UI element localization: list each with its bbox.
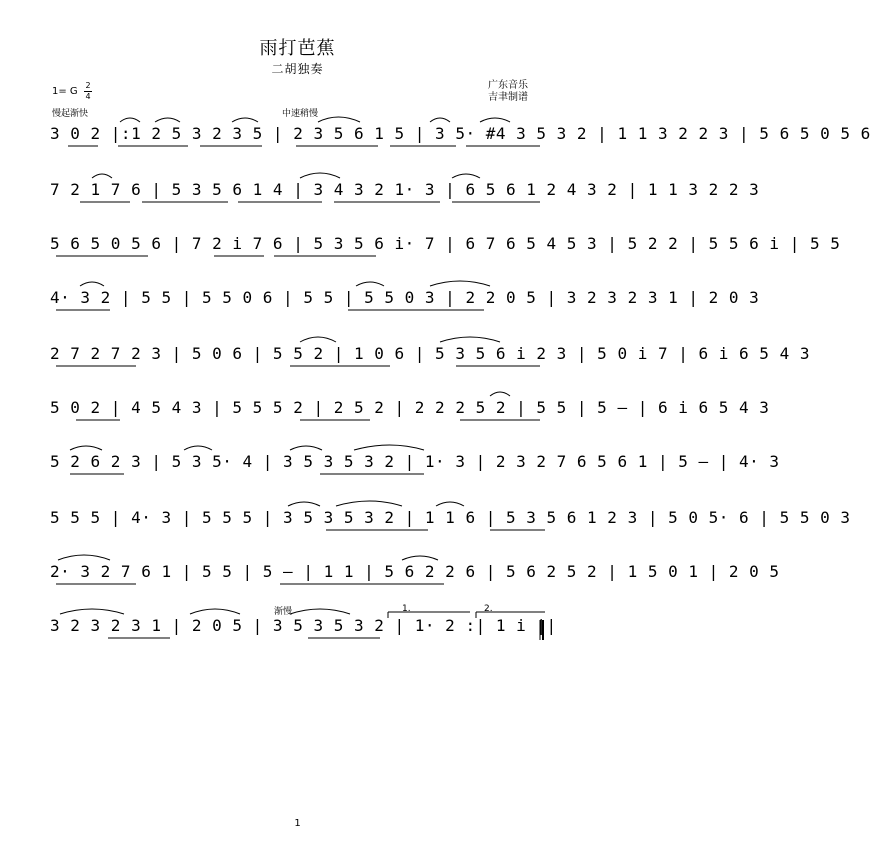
- score-row: 2 7 2 7 2 3 | 5 0 6 | 5 5 2 | 1 0 6 | 5 3 5 6 i 2 3 | 5 0 i 7 | 6 i 6 5 4 3: [50, 344, 810, 363]
- source-transcriber: 吉聿制谱: [488, 92, 528, 103]
- time-signature: [84, 82, 92, 101]
- time-signature-bottom: 4: [85, 92, 91, 101]
- score-row: 2· 3 2 7 6 1 | 5 5 | 5 — | 1 1 | 5 6 2 2 6 | 5 6 2 5 2 | 1 5 0 1 | 2 0 5: [50, 562, 780, 581]
- tempo-start: 慢起渐快: [52, 109, 89, 119]
- score-row: 3 2 3 2 3 1 | 2 0 5 | 3 5 3 5 3 2 | 1· 2 :| 1 i ||: [50, 616, 557, 635]
- volta-second: 2.: [484, 604, 493, 614]
- score-row: 3 0 2 |:1 2 5 3 2 3 5 | 2 3 5 6 1 5 | 3 5· #4 3 5 3 2 | 1 1 3 2 2 3 | 5 6 5 0 5 6: [50, 124, 871, 143]
- tempo-end: 渐慢: [274, 607, 293, 617]
- page-number: 1: [294, 818, 301, 829]
- score-row: 7 2 1 7 6 | 5 3 5 6 1 4 | 3 4 3 2 1· 3 | 6 5 6 1 2 4 3 2 | 1 1 3 2 2 3: [50, 180, 760, 199]
- score-row: 5 6 5 0 5 6 | 7 2 i 7 6 | 5 3 5 6 i· 7 | 6 7 6 5 4 5 3 | 5 2 2 | 5 5 6 i | 5 5: [50, 234, 841, 253]
- volta-first: 1.: [402, 604, 411, 614]
- score-row: 4· 3 2 | 5 5 | 5 5 0 6 | 5 5 | 5 5 0 3 | 2 2 0 5 | 3 2 3 2 3 1 | 2 0 3: [50, 288, 760, 307]
- score-row: 5 0 2 | 4 5 4 3 | 5 5 5 2 | 2 5 2 | 2 2 2 5 2 | 5 5 | 5 — | 6 i 6 5 4 3: [50, 398, 770, 417]
- score-subtitle: 二胡独奏: [271, 62, 324, 76]
- score-row: 5 5 5 | 4· 3 | 5 5 5 | 3 5 3 5 3 2 | 1 1 6 | 5 3 5 6 1 2 3 | 5 0 5· 6 | 5 5 0 3: [50, 508, 851, 527]
- score-title: 雨打芭蕉: [259, 38, 336, 59]
- tempo-middle: 中速稍慢: [282, 109, 319, 119]
- time-signature-top: 2: [85, 81, 91, 90]
- source-genre: 广东音乐: [488, 80, 528, 91]
- score-source: [488, 80, 528, 104]
- key-signature: 1= G: [52, 86, 78, 97]
- score-row: 5 2 6 2 3 | 5 3 5· 4 | 3 5 3 5 3 2 | 1· 3 | 2 3 2 7 6 5 6 1 | 5 — | 4· 3: [50, 452, 780, 471]
